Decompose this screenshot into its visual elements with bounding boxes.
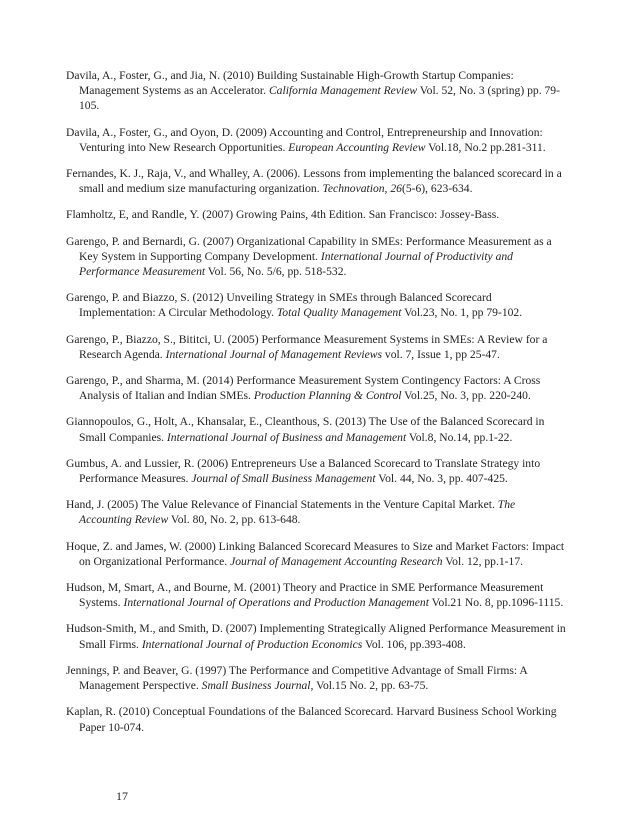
reference-entry: Hoque, Z. and James, W. (2000) Linking Balanced Scorecard Measures to Size and Market Factors: Impact on Organizational Performance. Journal of Management Accounting Research Vol. 12, pp.1-17. bbox=[66, 539, 565, 568]
reference-entry: Davila, A., Foster, G., and Oyon, D. (2009) Accounting and Control, Entrepreneurship and Innovation: Venturing into New Research Opportunities. European Accounting Review Vol.18, No.2 pp.281-311. bbox=[66, 125, 546, 154]
reference-entry: Jennings, P. and Beaver, G. (1997) The Performance and Competitive Advantage of Small Firms: A Management Perspective. Small Business Journal, Vol.15 No. 2, pp. 63-75. bbox=[66, 663, 528, 693]
reference-entry: Hudson-Smith, M., and Smith, D. (2007) Implementing Strategically Aligned Performance Measurement in Small Firms. International Journal of Production Economics Vol. 106, pp.393-408. bbox=[66, 622, 566, 651]
reference-entry: Kaplan, R. (2010) Conceptual Foundations of the Balanced Scorecard. Harvard Business School Working Paper 10-074. bbox=[66, 705, 557, 734]
page-number: 17 bbox=[116, 789, 128, 803]
reference-entry: Fernandes, K. J., Raja, V., and Whalley, A. (2006). Lessons from implementing the balanced scorecard in a small and medium size manufacturing organization. Technovation, 26(5-6), 623-634. bbox=[66, 167, 562, 196]
reference-entry: Garengo, P., Biazzo, S., Bititci, U. (2005) Performance Measurement Systems in SMEs: A Review for a Research Agenda. International Journal of Management Reviews vol. 7, Issue 1, pp 25-47. bbox=[66, 332, 548, 361]
reference-entry: Garengo, P. and Biazzo, S. (2012) Unveiling Strategy in SMEs through Balanced Scorecard Implementation: A Circular Methodology. Total Quality Management Vol.23, No. 1, pp 79-102. bbox=[66, 291, 523, 320]
reference-entry: Flamholtz, E, and Randle, Y. (2007) Growing Pains, 4th Edition. San Francisco: Jossey-Bass. bbox=[66, 208, 500, 222]
reference-entry: Hudson, M, Smart, A., and Bourne, M. (2001) Theory and Practice in SME Performance Measurement Systems. International Journal of Operations and Production Management Vol.21 No. 8, pp.1096-1115. bbox=[66, 581, 564, 610]
reference-entry: Garengo, P., and Sharma, M. (2014) Performance Measurement System Contingency Factors: A Cross Analysis of Italian and Indian SMEs. Production Planning & Control Vol.25, No. 3, pp. 220-240. bbox=[66, 374, 541, 403]
reference-entry: Giannopoulos, G., Holt, A., Khansalar, E., Cleanthous, S. (2013) The Use of the Balanced Scorecard in Small Companies. International Journal of Business and Management Vol.8, No.14, pp.1-22. bbox=[66, 415, 545, 444]
reference-entry: Hand, J. (2005) The Value Relevance of Financial Statements in the Venture Capital Market. The Accounting Review Vol. 80, No. 2, pp. 613-648. bbox=[66, 498, 516, 527]
reference-entry: Davila, A., Foster, G., and Jia, N. (2010) Building Sustainable High-Growth Startup Companies: Management Systems as an Accelerator. California Management Review Vol. 52, No. 3 (spring) pp. 79-105. bbox=[66, 69, 560, 113]
reference-list bbox=[66, 68, 566, 746]
reference-entry: Garengo, P. and Bernardi, G. (2007) Organizational Capability in SMEs: Performance Measurement as a Key System in Supporting Company Development. International Journal of Productivity and Performance Measurement Vol. 56, No. 5/6, pp. 518-532. bbox=[66, 234, 552, 279]
reference-entry: Gumbus, A. and Lussier, R. (2006) Entrepreneurs Use a Balanced Scorecard to Translate Strategy into Performance Measures. Journal of Small Business Management Vol. 44, No. 3, pp. 407-425. bbox=[66, 456, 541, 486]
